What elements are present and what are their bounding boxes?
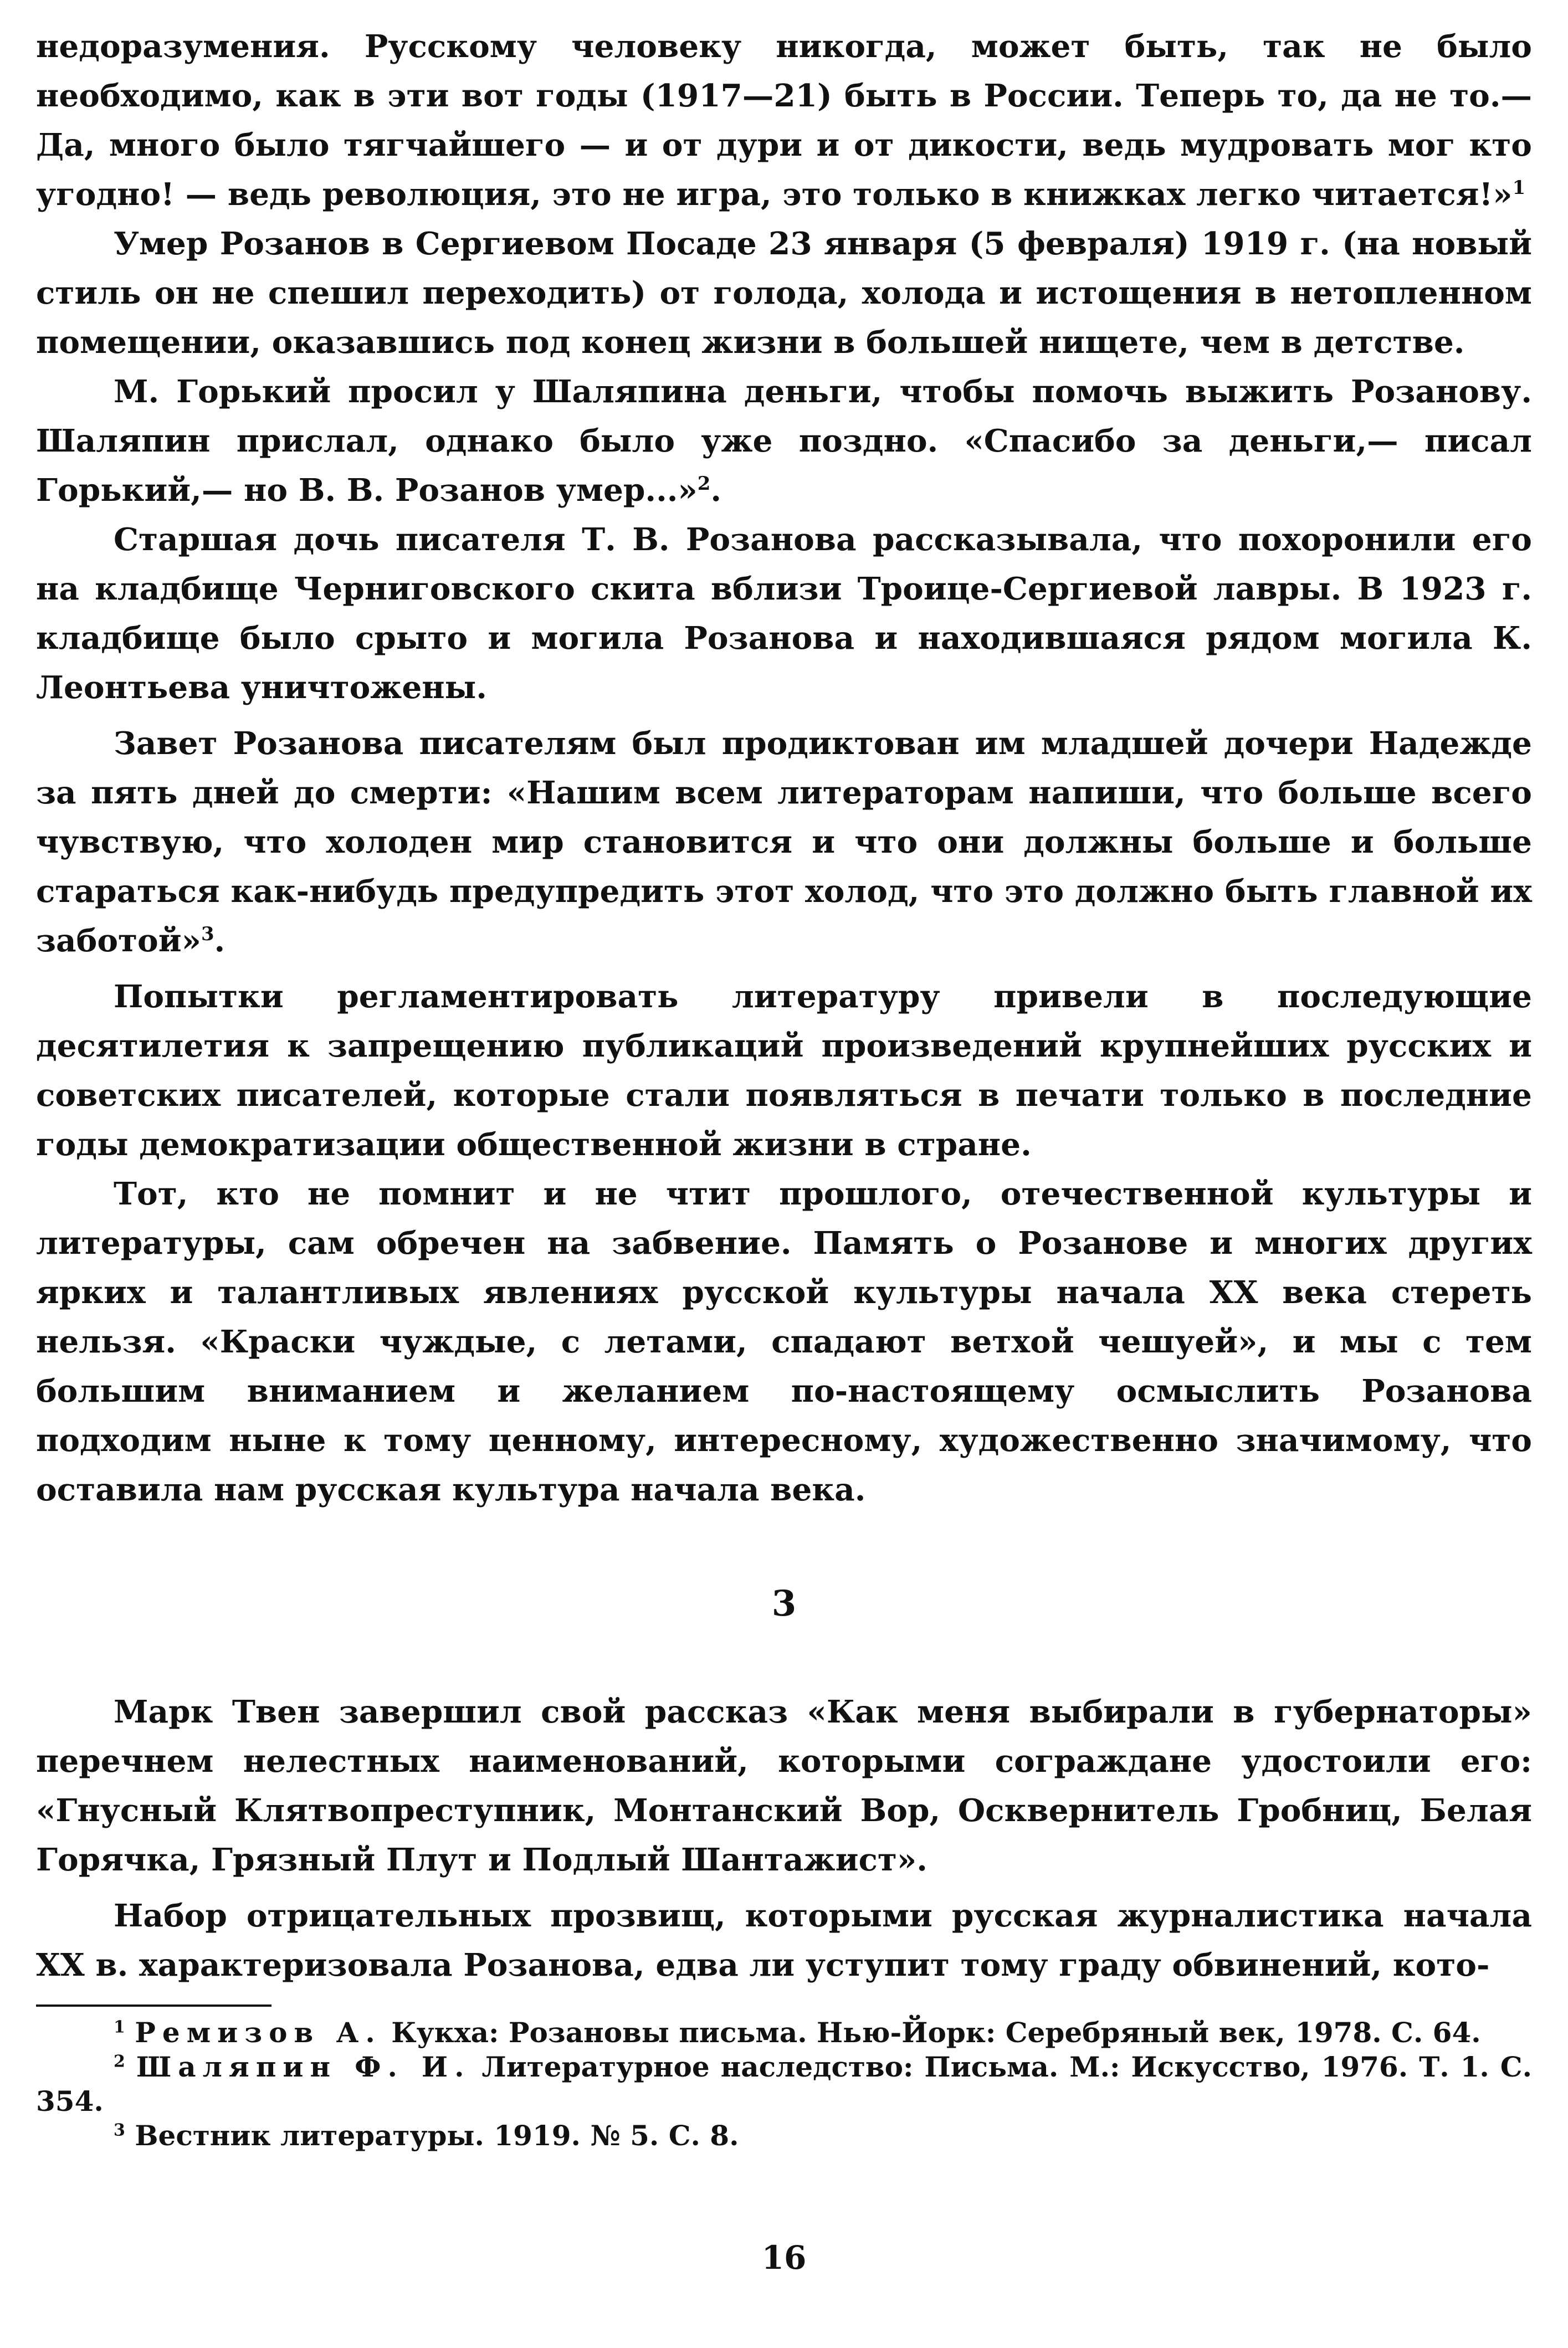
paragraph-text: М. Горький просил у Шаляпина деньги, чтобы помочь выжить Розанову. Шаляпин прислал, однако было уже поздно. «Спасибо за деньги,— писал Горький,— но В. В. Розанов умер...» xyxy=(36,373,1532,509)
paragraph-text: Попытки регламентировать литературу привели в последующие десятилетия к запрещению публикаций произведений крупнейших русских и советских писателей, которые стали появляться в печати только в последние годы демократизации общественной жизни в стране. xyxy=(36,978,1532,1163)
body-text xyxy=(36,22,1532,1515)
section-number: 3 xyxy=(771,1583,797,1624)
paragraph-text: Умер Розанов в Сергиевом Посаде 23 января (5 февраля) 1919 г. (на новый стиль он не спешил переходить) от голода, холода и истощения в нетопленном помещении, оказавшись под конец жизни в большей нищете, чем в детстве. xyxy=(36,225,1532,361)
section-paragraph-2: Набор отрицательных прозвищ, которыми русская журналистика начала XX в. характеризовала Розанова, едва ли уступит тому граду обвинений, кото- xyxy=(36,1898,1532,1983)
paragraph-2 xyxy=(36,219,1532,367)
paragraph-tail: . xyxy=(214,922,226,959)
footnote-3 xyxy=(36,2119,1532,2153)
footnote-text: Вестник литературы. 1919. № 5. С. 8. xyxy=(135,2119,739,2152)
paragraph-6 xyxy=(36,972,1532,1170)
footnote-divider xyxy=(36,2004,271,2007)
paragraph-3 xyxy=(36,367,1532,515)
paragraph-text: недоразумения. Русскому человеку никогда, может быть, так не было необходимо, как в эти вот годы (1917—21) быть в России. Теперь то, да не то.— Да, много было тягчайшего — и от дури и от дикости, ведь мудровать мог кто угодно! — ведь революция, это не игра, это только в книжках легко читается!» xyxy=(36,28,1532,213)
section-body-text xyxy=(36,1688,1532,1990)
footnote-author: Шаляпин Ф. И. xyxy=(136,2050,471,2083)
footnote-text: Кукха: Розановы письма. Нью-Йорк: Серебряный век, 1978. С. 64. xyxy=(391,2016,1481,2049)
footnotes xyxy=(36,2016,1532,2153)
paragraph-4 xyxy=(36,515,1532,712)
paragraph-text: Завет Розанова писателям был продиктован им младшей дочери Надежде за пять дней до смерти: «Нашим всем литераторам напиши, что больше всего чувствую, что холоден мир становится и что они должны больше и больше стараться как-нибудь предупредить этот холод, что это должно быть главной их заботой» xyxy=(36,725,1532,959)
footnote-mark: 3 xyxy=(114,2120,125,2140)
footnote-ref-1: 1 xyxy=(1512,176,1526,199)
footnote-2 xyxy=(36,2050,1532,2119)
paragraph-text: Старшая дочь писателя Т. В. Розанова рассказывала, что похоронили его на кладбище Черниговского скита вблизи Троице-Сергиевой лавры. В 1923 г. кладбище было срыто и могила Розанова и находившаяся рядом могила К. Леонтьева уничтожены. xyxy=(36,521,1532,706)
footnote-ref-2: 2 xyxy=(697,472,711,495)
footnote-1 xyxy=(36,2016,1532,2050)
footnote-mark: 1 xyxy=(114,2017,125,2037)
paragraph-text: Тот, кто не помнит и не чтит прошлого, отечественной культуры и литературы, сам обречен на забвение. Память о Розанове и многих других ярких и талантливых явлениях русской культуры начала XX века стереть нельзя. «Краски чуждые, с летами, спадают ветхой чешуей», и мы с тем большим вниманием и желанием по-настоящему осмыслить Розанова подходим ныне к тому ценному, интересному, художественно значимому, что оставила нам русская культура начала века. xyxy=(36,1176,1532,1508)
footnote-author: Ремизов А. xyxy=(135,2016,382,2049)
footnote-mark: 2 xyxy=(114,2052,125,2072)
section-paragraph-1: Марк Твен завершил свой рассказ «Как меня выбирали в губернаторы» перечнем нелестных наименований, которыми сограждане удостоили его: «Гнусный Клятвопреступник, Монтанский Вор, Осквернитель Гробниц, Белая Горячка, Грязный Плут и Подлый Шантажист». xyxy=(36,1694,1532,1878)
paragraph-tail: . xyxy=(710,472,721,509)
paragraph-1 xyxy=(36,22,1532,219)
page-number: 16 xyxy=(761,2239,807,2277)
footnote-text: Литературное наследство: Письма. М.: Искусство, 1976. Т. 1. С. 354. xyxy=(36,2050,1532,2118)
footnote-ref-3: 3 xyxy=(201,922,214,945)
paragraph-5 xyxy=(36,719,1532,966)
paragraph-7 xyxy=(36,1170,1532,1515)
